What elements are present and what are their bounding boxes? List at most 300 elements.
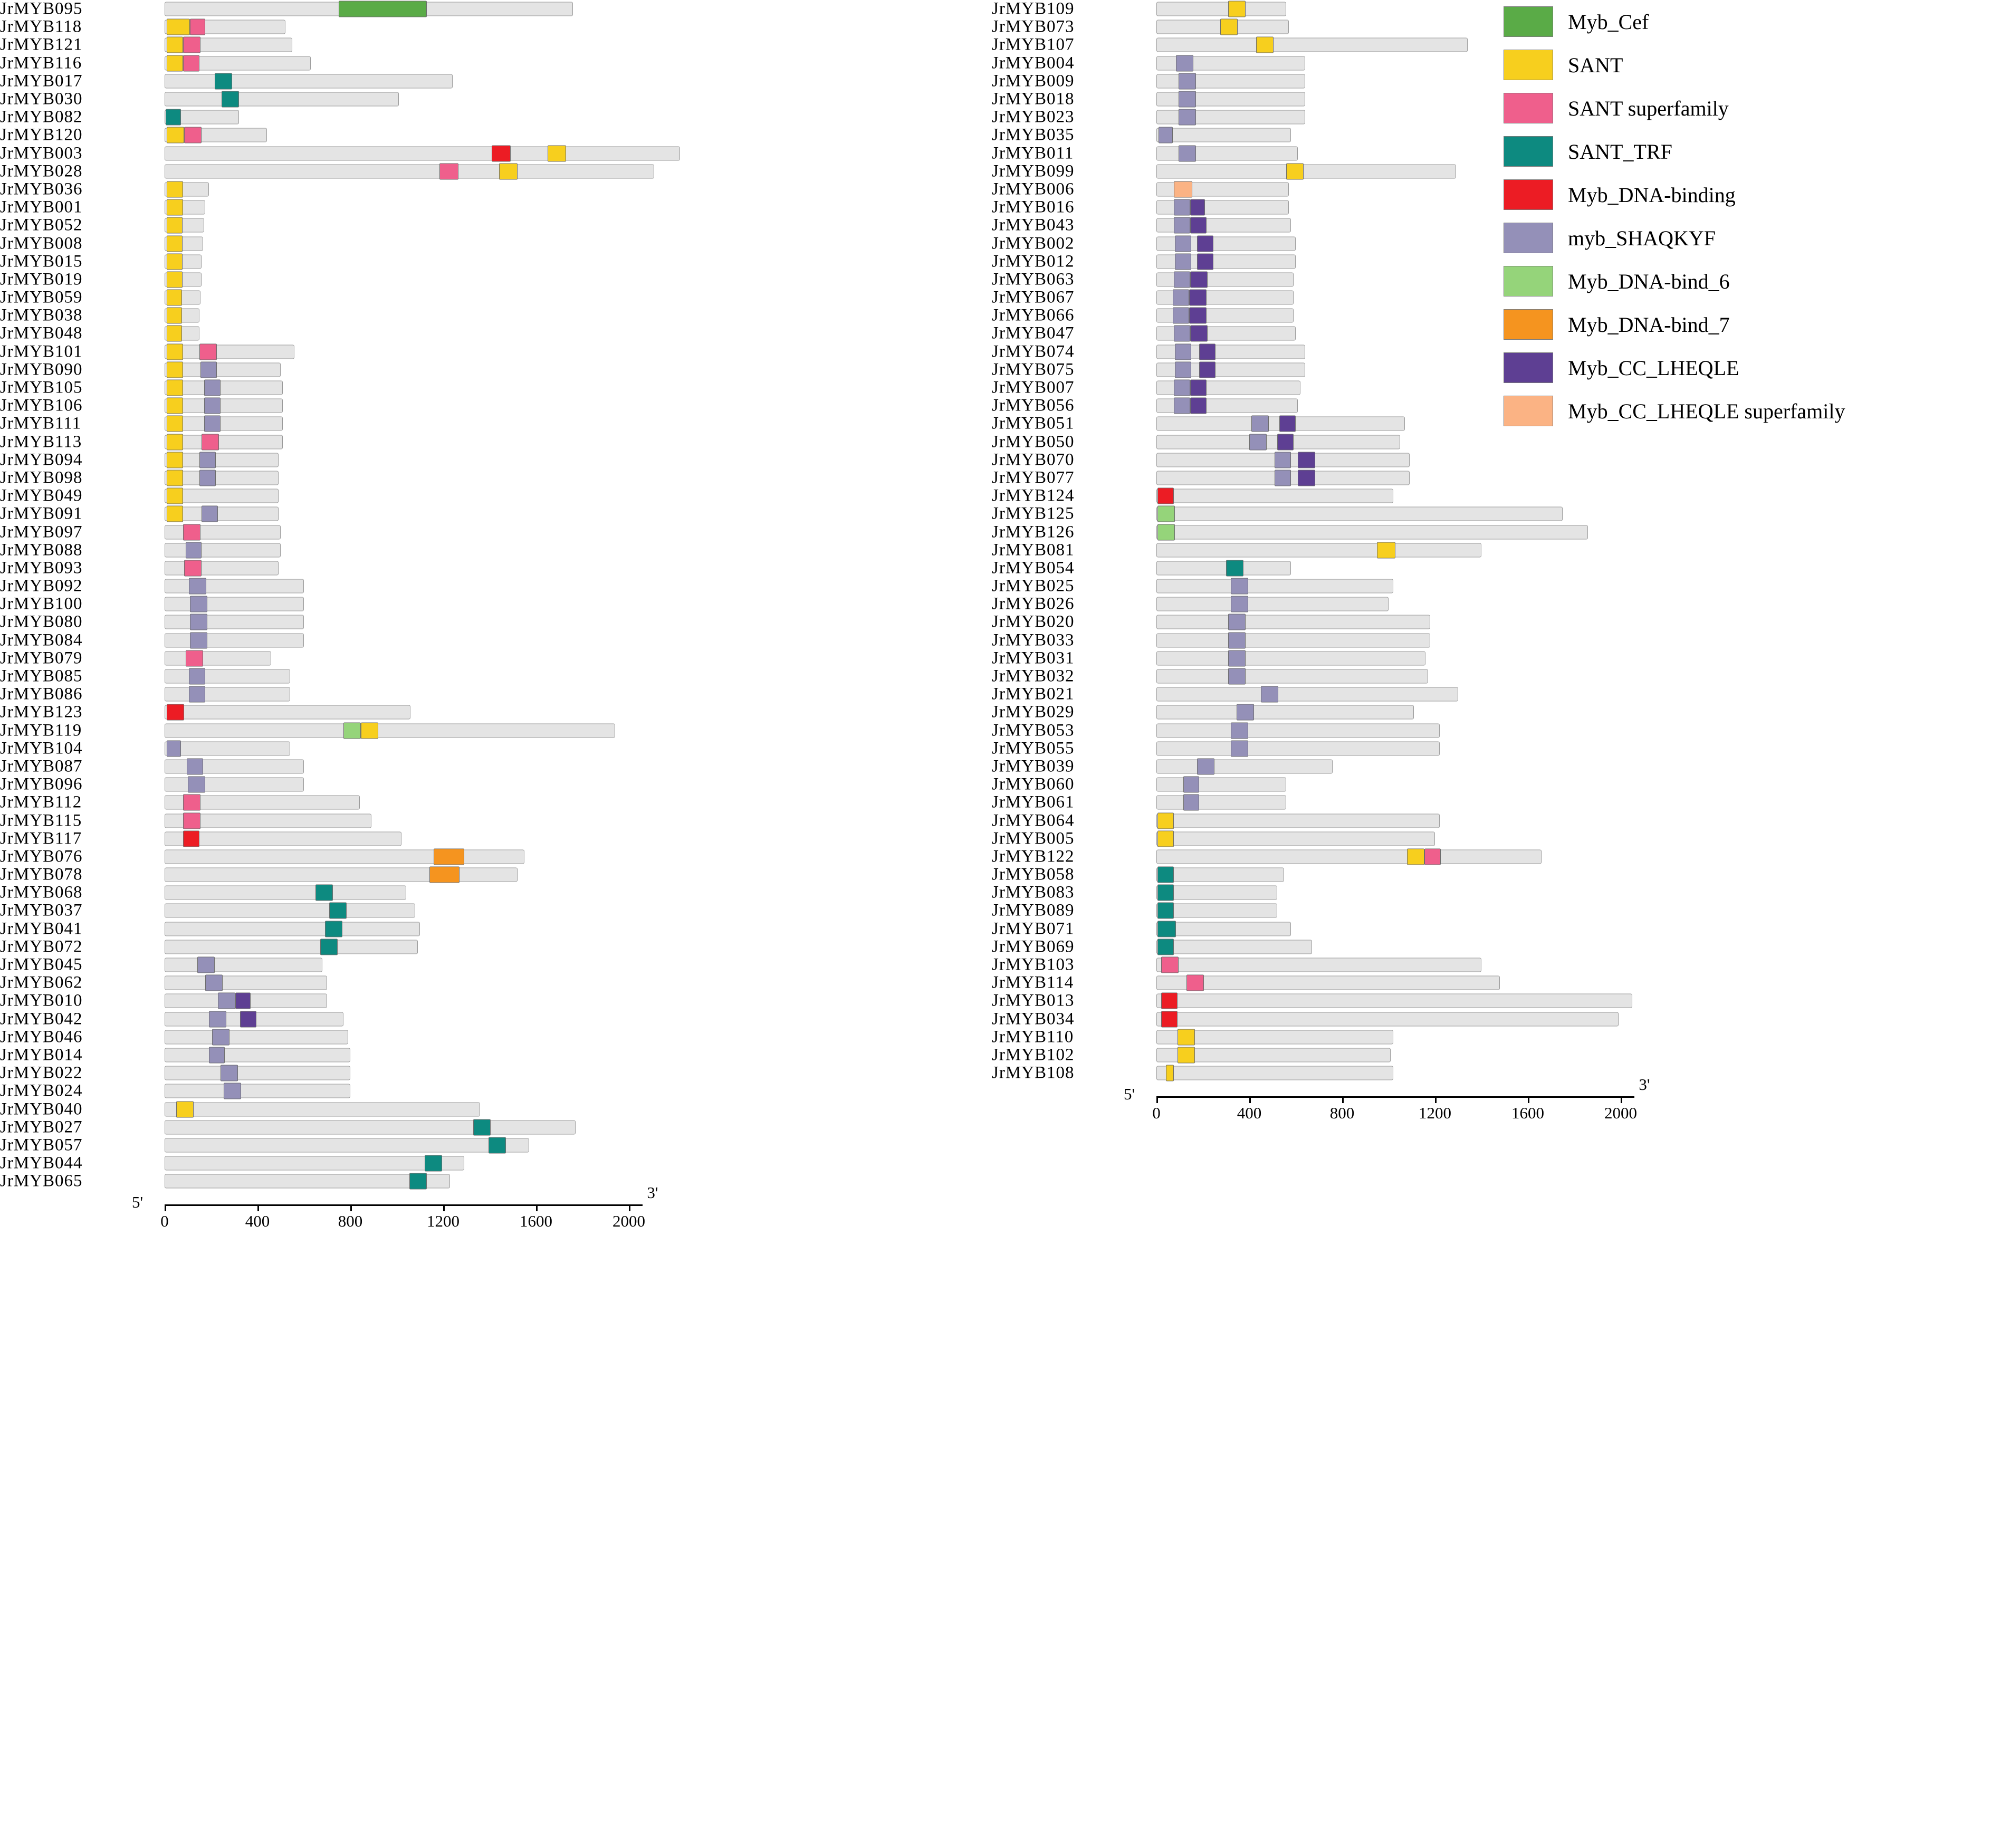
gene-label: JrMYB058: [992, 865, 1075, 884]
domain-block: [224, 1083, 241, 1099]
gene-track: [165, 254, 687, 269]
domain-block: [167, 235, 183, 252]
panel-left: [0, 0, 696, 1231]
gene-row: [0, 758, 696, 775]
gene-track: [165, 904, 687, 918]
domain-block: [1157, 488, 1174, 504]
gene-label: JrMYB125: [992, 504, 1075, 523]
domain-block: [499, 163, 518, 179]
x-axis: [132, 1183, 687, 1231]
gene-track: [1156, 525, 1679, 539]
gene-row: [0, 1100, 696, 1118]
gene-track: [165, 579, 687, 593]
gene-bar: [1156, 886, 1277, 900]
axis-tick: [443, 1204, 445, 1211]
legend-label: myb_SHAQKYF: [1568, 226, 1716, 250]
gene-row: [0, 541, 696, 559]
gene-label: JrMYB035: [992, 125, 1075, 145]
domain-block: [204, 380, 221, 396]
domain-block: [315, 885, 333, 901]
domain-block: [167, 217, 183, 234]
domain-block: [167, 55, 183, 71]
domain-block: [1377, 542, 1395, 558]
gene-label: JrMYB010: [0, 991, 83, 1010]
gene-label: JrMYB012: [992, 252, 1075, 271]
gene-row: [0, 884, 696, 902]
gene-label: JrMYB031: [992, 648, 1075, 668]
domain-block: [183, 55, 199, 71]
gene-row: [0, 1136, 696, 1154]
gene-bar: [165, 1102, 480, 1116]
domain-block: [1174, 380, 1190, 396]
gene-track: [1156, 579, 1679, 593]
gene-track: [165, 741, 687, 755]
gene-label: JrMYB043: [992, 215, 1075, 235]
domain-block: [1159, 127, 1172, 143]
domain-block: [176, 1101, 194, 1117]
gene-label: JrMYB042: [0, 1009, 83, 1029]
gene-bar: [1156, 868, 1284, 882]
domain-block: [1189, 290, 1207, 306]
domain-block: [1275, 452, 1291, 468]
gene-label: JrMYB052: [0, 215, 83, 235]
gene-track: [1156, 940, 1679, 954]
gene-row: [0, 234, 696, 252]
legend-swatch: [1504, 223, 1553, 253]
gene-label: JrMYB087: [0, 757, 83, 776]
gene-row: [0, 722, 696, 740]
domain-block: [167, 470, 184, 486]
gene-bar: [165, 543, 281, 557]
gene-track: [165, 886, 687, 900]
gene-label: JrMYB063: [992, 270, 1075, 289]
gene-row: [0, 1154, 696, 1172]
gene-row: [992, 740, 1688, 758]
gene-label: JrMYB122: [992, 847, 1075, 866]
gene-track: [165, 327, 687, 341]
gene-label: JrMYB059: [0, 288, 83, 307]
gene-row: [0, 613, 696, 631]
gene-row: [992, 884, 1688, 902]
domain-block: [167, 271, 183, 288]
gene-label: JrMYB004: [992, 53, 1075, 73]
domain-block: [1424, 848, 1441, 865]
gene-label: JrMYB014: [0, 1045, 83, 1065]
gene-track: [165, 56, 687, 70]
gene-row: [0, 505, 696, 523]
gene-label: JrMYB126: [992, 522, 1075, 542]
axis-tick-label: 1600: [520, 1212, 552, 1231]
gene-label: JrMYB091: [0, 504, 83, 523]
axis-tick-label: 800: [338, 1212, 363, 1231]
gene-label: JrMYB101: [0, 342, 83, 361]
axis-tick: [1342, 1096, 1344, 1103]
axis-tick: [536, 1204, 538, 1211]
domain-block: [1228, 1, 1246, 17]
gene-label: JrMYB066: [992, 305, 1075, 325]
gene-bar: [165, 849, 524, 864]
gene-bar: [165, 922, 420, 936]
gene-row: [0, 992, 696, 1010]
gene-track: [1156, 471, 1679, 485]
gene-label: JrMYB033: [992, 630, 1075, 650]
legend-label: SANT_TRF: [1568, 139, 1672, 164]
gene-label: JrMYB071: [992, 919, 1075, 939]
domain-block: [1174, 181, 1192, 197]
gene-track: [165, 1048, 687, 1062]
legend-item: [1504, 303, 2005, 346]
gene-track: [165, 687, 687, 702]
gene-row: [0, 90, 696, 108]
gene-track: [165, 849, 687, 864]
gene-row: [992, 523, 1688, 541]
gene-row: [992, 541, 1688, 559]
gene-row: [0, 974, 696, 992]
gene-track: [165, 958, 687, 972]
gene-row: [992, 703, 1688, 721]
gene-label: JrMYB094: [0, 450, 83, 470]
gene-track: [165, 1138, 687, 1152]
gene-bar: [1156, 2, 1286, 16]
gene-row: [0, 54, 696, 72]
domain-block: [190, 632, 207, 648]
gene-row: [0, 595, 696, 613]
legend-item: [1504, 0, 2005, 43]
axis-tick: [257, 1204, 259, 1211]
gene-row: [0, 577, 696, 595]
domain-block: [1199, 343, 1215, 360]
legend-label: SANT superfamily: [1568, 96, 1729, 120]
legend-swatch: [1504, 309, 1553, 340]
gene-bar: [1156, 615, 1430, 629]
gene-track: [1156, 651, 1679, 665]
gene-bar: [165, 705, 410, 720]
domain-block: [183, 794, 200, 811]
gene-label: JrMYB120: [0, 125, 83, 145]
domain-block: [1231, 722, 1248, 739]
gene-label: JrMYB069: [992, 937, 1075, 956]
domain-block: [1161, 993, 1178, 1009]
gene-bar: [1156, 958, 1481, 972]
legend-label: Myb_DNA-bind_6: [1568, 269, 1730, 293]
gene-label: JrMYB053: [992, 721, 1075, 740]
gene-label: JrMYB078: [0, 865, 83, 884]
gene-row: [0, 18, 696, 36]
domain-block: [189, 578, 206, 595]
gene-track: [165, 110, 687, 125]
domain-block: [1166, 1065, 1174, 1081]
gene-row: [0, 145, 696, 162]
gene-row: [0, 108, 696, 126]
gene-row: [992, 902, 1688, 920]
gene-label: JrMYB098: [0, 468, 83, 487]
axis-tick-label: 0: [160, 1212, 169, 1231]
legend-swatch: [1504, 352, 1553, 383]
domain-block: [1173, 290, 1189, 306]
gene-track: [165, 1174, 687, 1189]
gene-bar: [1156, 849, 1542, 864]
domain-block: [167, 380, 184, 396]
domain-block: [167, 181, 184, 197]
domain-block: [1228, 614, 1246, 630]
domain-block: [167, 127, 184, 143]
gene-row: [0, 1046, 696, 1064]
legend-item: [1504, 216, 2005, 260]
gene-row: [992, 595, 1688, 613]
gene-bar: [165, 976, 327, 990]
domain-block: [1407, 848, 1424, 865]
domain-block: [218, 993, 235, 1009]
gene-track: [1156, 813, 1679, 828]
gene-row: [992, 487, 1688, 505]
gene-row: [992, 613, 1688, 631]
axis-tick-label: 800: [1329, 1104, 1355, 1122]
gene-row: [0, 685, 696, 703]
domain-block: [167, 19, 190, 35]
domain-block: [1286, 163, 1304, 179]
gene-label: JrMYB037: [0, 901, 83, 920]
gene-row: [0, 433, 696, 451]
gene-row: [0, 324, 696, 342]
gene-bar: [165, 669, 290, 684]
gene-row: [992, 793, 1688, 811]
domain-block: [1237, 704, 1254, 721]
domain-block: [1157, 812, 1174, 829]
gene-bar: [165, 1084, 350, 1098]
domain-block: [1175, 343, 1191, 360]
domain-block: [1174, 325, 1190, 342]
gene-row: [0, 649, 696, 667]
domain-block: [187, 758, 203, 774]
gene-track: [1156, 1048, 1679, 1062]
gene-track: [165, 525, 687, 539]
domain-block: [167, 740, 180, 757]
gene-label: JrMYB105: [0, 378, 83, 397]
gene-row: [992, 559, 1688, 577]
gene-row: [0, 1082, 696, 1100]
gene-track: [1156, 705, 1679, 720]
gene-label: JrMYB044: [0, 1153, 83, 1173]
gene-row: [0, 1028, 696, 1046]
gene-track: [165, 381, 687, 395]
gene-label: JrMYB083: [992, 883, 1075, 902]
gene-bar: [1156, 543, 1481, 557]
gene-track: [165, 471, 687, 485]
gene-track: [165, 651, 687, 665]
gene-row: [992, 992, 1688, 1010]
legend-swatch: [1504, 396, 1553, 426]
domain-block: [183, 830, 199, 847]
gene-label: JrMYB093: [0, 558, 83, 578]
gene-row: [0, 793, 696, 811]
gene-track: [1156, 597, 1679, 611]
gene-row: [0, 198, 696, 216]
gene-track: [165, 633, 687, 647]
gene-label: JrMYB046: [0, 1027, 83, 1047]
domain-block: [167, 325, 182, 342]
domain-block: [1228, 668, 1246, 685]
five-prime-label: 5': [132, 1193, 143, 1212]
gene-bar: [1156, 705, 1414, 720]
gene-track: [1156, 1030, 1679, 1044]
gene-label: JrMYB062: [0, 973, 83, 992]
domain-block: [361, 722, 378, 739]
gene-row: [992, 1028, 1688, 1046]
gene-track: [165, 813, 687, 828]
gene-row: [0, 1064, 696, 1082]
gene-track: [165, 344, 687, 359]
domain-block: [1251, 416, 1269, 432]
domain-block: [209, 1011, 226, 1027]
gene-track: [165, 868, 687, 882]
gene-track: [165, 507, 687, 521]
domain-block: [167, 506, 184, 522]
gene-row: [992, 722, 1688, 740]
gene-label: JrMYB082: [0, 107, 83, 127]
gene-bar: [1156, 976, 1500, 990]
domain-block: [1157, 506, 1175, 522]
domain-block: [167, 290, 182, 306]
domain-block: [189, 668, 205, 685]
gene-label: JrMYB084: [0, 630, 83, 650]
domain-block: [1186, 975, 1204, 991]
gene-bar: [165, 886, 406, 900]
gene-row: [0, 487, 696, 505]
gene-label: JrMYB111: [0, 414, 82, 433]
gene-row: [0, 271, 696, 289]
domain-block: [1256, 37, 1274, 53]
gene-row: [0, 866, 696, 884]
domain-block: [200, 361, 217, 378]
domain-block: [1157, 830, 1174, 847]
gene-label: JrMYB064: [992, 811, 1075, 830]
gene-label: JrMYB123: [0, 702, 83, 722]
axis-tick-label: 400: [1237, 1104, 1262, 1122]
gene-label: JrMYB055: [992, 739, 1075, 758]
legend-item: [1504, 389, 2005, 433]
domain-block: [199, 343, 217, 360]
gene-row: [0, 667, 696, 685]
gene-label: JrMYB075: [992, 360, 1075, 379]
gene-track: [165, 399, 687, 413]
gene-track: [165, 778, 687, 792]
gene-bar: [1156, 759, 1333, 773]
domain-block: [1157, 903, 1174, 919]
domain-block: [1279, 416, 1296, 432]
gene-track: [1156, 796, 1679, 810]
gene-bar: [1156, 146, 1298, 160]
gene-row: [0, 126, 696, 144]
gene-label: JrMYB045: [0, 955, 83, 974]
domain-block: [1228, 632, 1246, 648]
gene-bar: [1156, 922, 1291, 936]
axis-tick: [165, 1204, 166, 1211]
axis-tick-label: 1200: [1419, 1104, 1451, 1122]
gene-track: [1156, 886, 1679, 900]
gene-label: JrMYB048: [0, 323, 83, 343]
gene-label: JrMYB085: [0, 666, 83, 686]
gene-track: [165, 831, 687, 846]
domain-block: [489, 1137, 506, 1153]
gene-row: [0, 830, 696, 848]
gene-track: [165, 272, 687, 286]
gene-bar: [165, 1120, 576, 1134]
domain-block: [197, 957, 215, 973]
gene-row: [992, 848, 1688, 866]
domain-block: [1161, 957, 1179, 973]
axis-tick-label: 2000: [612, 1212, 645, 1231]
gene-track: [1156, 759, 1679, 773]
domain-block: [434, 848, 464, 865]
gene-bar: [1156, 994, 1632, 1008]
gene-track: [165, 489, 687, 503]
gene-track: [165, 38, 687, 52]
gene-label: JrMYB005: [992, 829, 1075, 848]
domain-block: [1249, 434, 1267, 450]
gene-bar: [165, 1174, 450, 1189]
domain-block: [425, 1155, 442, 1172]
gene-track: [165, 615, 687, 629]
gene-track: [1156, 489, 1679, 503]
legend-label: Myb_DNA-binding: [1568, 183, 1736, 207]
gene-label: JrMYB124: [992, 486, 1075, 505]
gene-bar: [165, 759, 304, 773]
gene-row: [0, 307, 696, 324]
domain-block: [409, 1173, 427, 1190]
domain-block: [167, 199, 184, 216]
gene-track: [165, 1102, 687, 1116]
domain-block: [212, 1029, 229, 1045]
gene-bar: [165, 1156, 464, 1171]
three-prime-label: 3': [1639, 1075, 1650, 1094]
domain-block: [1179, 145, 1196, 161]
gene-track: [1156, 687, 1679, 702]
gene-track: [165, 1120, 687, 1134]
domain-block: [1275, 470, 1291, 486]
gene-bar: [165, 344, 294, 359]
gene-label: JrMYB061: [992, 792, 1075, 812]
gene-row: [0, 956, 696, 974]
gene-row: [0, 938, 696, 956]
gene-row: [0, 631, 696, 649]
gene-label: JrMYB076: [0, 847, 83, 866]
domain-block: [186, 650, 203, 666]
domain-block: [186, 542, 202, 558]
gene-track: [1156, 615, 1679, 629]
gene-row: [992, 956, 1688, 974]
gene-bar: [1156, 669, 1428, 684]
gene-track: [165, 1084, 687, 1098]
domain-block: [1176, 55, 1193, 71]
domain-block: [1179, 91, 1196, 108]
gene-row: [0, 180, 696, 198]
gene-row: [992, 758, 1688, 775]
domain-block: [473, 1119, 491, 1135]
legend-label: SANT: [1568, 53, 1623, 77]
gene-bar: [1156, 831, 1435, 846]
domain-block: [1175, 253, 1191, 270]
gene-bar: [165, 1066, 350, 1080]
gene-label: JrMYB029: [992, 702, 1075, 722]
domain-block: [343, 722, 361, 739]
gene-bar: [1156, 687, 1458, 702]
gene-label: JrMYB027: [0, 1117, 83, 1137]
gene-track: [1156, 543, 1679, 557]
domain-block: [167, 253, 183, 270]
domain-block: [1161, 1011, 1178, 1027]
gene-label: JrMYB036: [0, 179, 83, 199]
domain-block: [240, 1011, 256, 1027]
